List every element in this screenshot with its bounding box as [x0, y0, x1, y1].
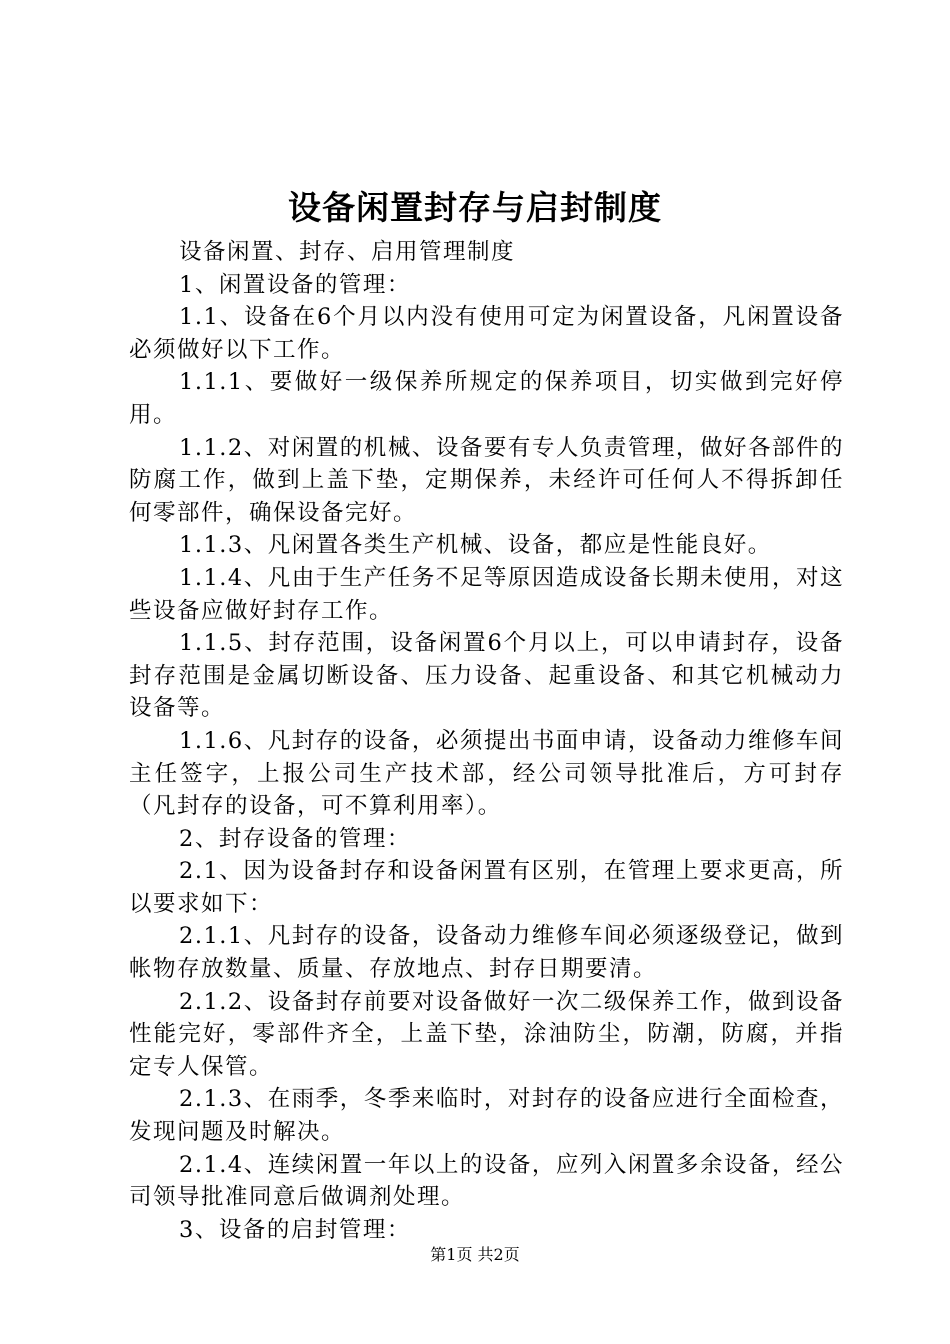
paragraph: 1.1.4、凡由于生产任务不足等原因造成设备长期未使用，对这些设备应做好封存工作。: [129, 564, 844, 624]
paragraph: 2.1.1、凡封存的设备，设备动力维修车间必须逐级登记，做到帐物存放数量、质量、存放地点、封存日期要清。: [129, 923, 844, 983]
paragraph: 2.1、因为设备封存和设备闲置有区别，在管理上要求更高，所以要求如下：: [129, 858, 844, 917]
paragraph: 2.1.2、设备封存前要对设备做好一次二级保养工作，做到设备性能完好，零部件齐全，上盖下垫，涂油防尘，防潮，防腐，并指定专人保管。: [129, 988, 844, 1080]
paragraph: 1.1.3、凡闲置各类生产机械、设备，都应是性能良好。: [179, 532, 772, 559]
paragraph: 1.1.5、封存范围，设备闲置6个月以上，可以申请封存，设备封存范围是金属切断设备、压力设备、起重设备、和其它机械动力设备等。: [129, 630, 844, 722]
document-title: 设备闲置封存与启封制度: [288, 188, 662, 227]
document-body: [129, 236, 844, 1246]
paragraph: 3、设备的启封管理：: [179, 1216, 411, 1243]
paragraph: 1.1.1、要做好一级保养所规定的保养项目，切实做到完好停用。: [129, 369, 844, 428]
paragraph: 设备闲置、封存、启用管理制度: [179, 239, 516, 265]
paragraph: 2.1.4、连续闲置一年以上的设备，应列入闲置多余设备，经公司领导批准同意后做调剂处理。: [129, 1151, 844, 1211]
paragraph: 2.1.3、在雨季，冬季来临时，对封存的设备应进行全面检查，发现问题及时解决。: [129, 1086, 844, 1146]
paragraph: 1、闲置设备的管理：: [179, 271, 411, 298]
page-footer: 第1页 共2页: [430, 1245, 520, 1264]
paragraph: 1.1.2、对闲置的机械、设备要有专人负责管理，做好各部件的防腐工作，做到上盖下垫，定期保养，未经许可任何人不得拆卸任何零部件，确保设备完好。: [129, 434, 844, 526]
paragraph: 2、封存设备的管理：: [179, 825, 411, 852]
paragraph: 1.1、设备在6个月以内没有使用可定为闲置设备，凡闲置设备必须做好以下工作。: [129, 304, 844, 363]
paragraph: 1.1.6、凡封存的设备，必须提出书面申请，设备动力维修车间主任签字，上报公司生产技术部，经公司领导批准后，方可封存（凡封存的设备，可不算利用率）。: [129, 727, 844, 820]
